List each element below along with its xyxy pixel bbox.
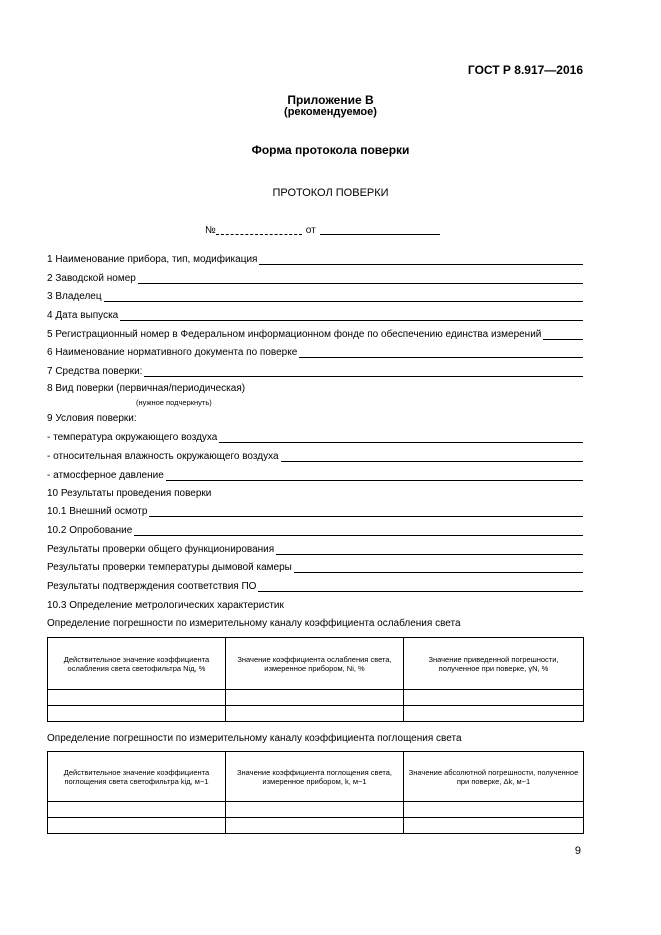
field-line[interactable] (134, 535, 583, 536)
field-line[interactable] (276, 554, 583, 555)
metrology-title: 10.3 Определение метрологических характеристик (47, 600, 284, 611)
date-field[interactable] (320, 234, 440, 235)
field-label: 5 Регистрационный номер в Федеральном информационном фонде по обеспечению единства измерений (47, 329, 542, 340)
field-line[interactable] (166, 480, 583, 481)
field-label: - относительная влажность окружающего воздуха (47, 451, 279, 462)
field-label: 4 Дата выпуска (47, 310, 119, 321)
table-cell[interactable] (226, 802, 404, 818)
field-label: 7 Средства поверки: (47, 366, 143, 377)
field-verification-type: 8 Вид поверки (первичная/периодическая) (47, 383, 246, 394)
field-device-name (47, 252, 583, 266)
form-title: Форма протокола поверки (251, 143, 410, 157)
field-line[interactable] (219, 442, 583, 443)
result-smoke-chamber-temp (47, 560, 583, 574)
table-row (48, 690, 584, 706)
table2-header-actual: Действительное значение коэффициента поглощения света светофильтра kiд, м−1 (48, 752, 226, 802)
appendix-subtitle: (рекомендуемое) (284, 106, 377, 118)
table-cell[interactable] (404, 706, 584, 722)
field-label: 6 Наименование нормативного документа по поверке (47, 347, 298, 358)
field-line[interactable] (104, 301, 583, 302)
field-label: 1 Наименование прибора, тип, модификация (47, 254, 258, 265)
condition-humidity (47, 449, 583, 463)
field-label: Результаты проверки температуры дымовой камеры (47, 562, 292, 573)
field-label: - атмосферное давление (47, 470, 164, 481)
underline-note: (нужное подчеркнуть) (136, 398, 212, 407)
table-cell[interactable] (48, 818, 226, 834)
table-absorption (47, 751, 584, 834)
table-cell[interactable] (404, 818, 584, 834)
field-line[interactable] (543, 339, 583, 340)
field-line[interactable] (259, 264, 583, 265)
results-title: 10 Результаты проведения поверки (47, 488, 212, 499)
page-number: 9 (574, 845, 581, 857)
table-row (48, 818, 584, 834)
date-from-label: от (305, 225, 316, 236)
protocol-number-line (205, 222, 440, 236)
field-verification-means (47, 364, 583, 378)
result-testing (47, 523, 583, 537)
field-registration-number (47, 327, 583, 341)
field-label: Результаты подтверждения соответствия ПО (47, 581, 257, 592)
result-general-function (47, 542, 583, 556)
table1-header-error: Значение приведенной погрешности, полученное при поверке, γN, % (404, 638, 584, 690)
field-line[interactable] (120, 320, 583, 321)
field-serial-number (47, 271, 583, 285)
table-cell[interactable] (226, 818, 404, 834)
table2-caption: Определение погрешности по измерительному каналу коэффициента поглощения света (47, 733, 462, 744)
condition-pressure (47, 468, 583, 482)
field-line[interactable] (258, 591, 583, 592)
table-cell[interactable] (226, 690, 404, 706)
field-line[interactable] (294, 572, 583, 573)
table-cell[interactable] (404, 690, 584, 706)
field-label: 10.1 Внешний осмотр (47, 506, 148, 517)
field-line[interactable] (281, 461, 583, 462)
field-label: - температура окружающего воздуха (47, 432, 218, 443)
table2-header-measured: Значение коэффициента поглощения света, измеренное прибором, k, м−1 (226, 752, 404, 802)
table-row (48, 706, 584, 722)
table1-caption: Определение погрешности по измерительному каналу коэффициента ослабления света (47, 618, 461, 629)
table1-header-actual: Действительное значение коэффициента ослабления света светофильтра Niд, % (48, 638, 226, 690)
table-cell[interactable] (226, 706, 404, 722)
result-visual-inspection (47, 504, 583, 518)
number-field[interactable] (216, 234, 302, 235)
field-label: Результаты проверки общего функционирования (47, 544, 275, 555)
field-line[interactable] (149, 516, 583, 517)
table-cell[interactable] (48, 706, 226, 722)
appendix-title: Приложение В (287, 93, 374, 107)
field-line[interactable] (299, 357, 583, 358)
result-software-conformity (47, 579, 583, 593)
number-sign: № (205, 225, 216, 236)
table-row (48, 802, 584, 818)
field-release-date (47, 308, 583, 322)
table2-header-error: Значение абсолютной погрешности, полученное при поверке, Δk, м−1 (404, 752, 584, 802)
field-label: 3 Владелец (47, 291, 102, 302)
field-label: 10.2 Опробование (47, 525, 133, 536)
table-cell[interactable] (48, 690, 226, 706)
field-label: 2 Заводской номер (47, 273, 136, 284)
table1-header-measured: Значение коэффициента ослабления света, измеренное прибором, Ni, % (226, 638, 404, 690)
protocol-title: ПРОТОКОЛ ПОВЕРКИ (272, 187, 389, 199)
field-normative-document (47, 345, 583, 359)
table-attenuation (47, 637, 584, 722)
condition-temperature (47, 430, 583, 444)
field-line[interactable] (144, 376, 583, 377)
standard-code: ГОСТ Р 8.917—2016 (467, 63, 583, 77)
field-owner (47, 289, 583, 303)
table-cell[interactable] (404, 802, 584, 818)
field-line[interactable] (138, 283, 583, 284)
table-cell[interactable] (48, 802, 226, 818)
conditions-title: 9 Условия поверки: (47, 413, 137, 424)
